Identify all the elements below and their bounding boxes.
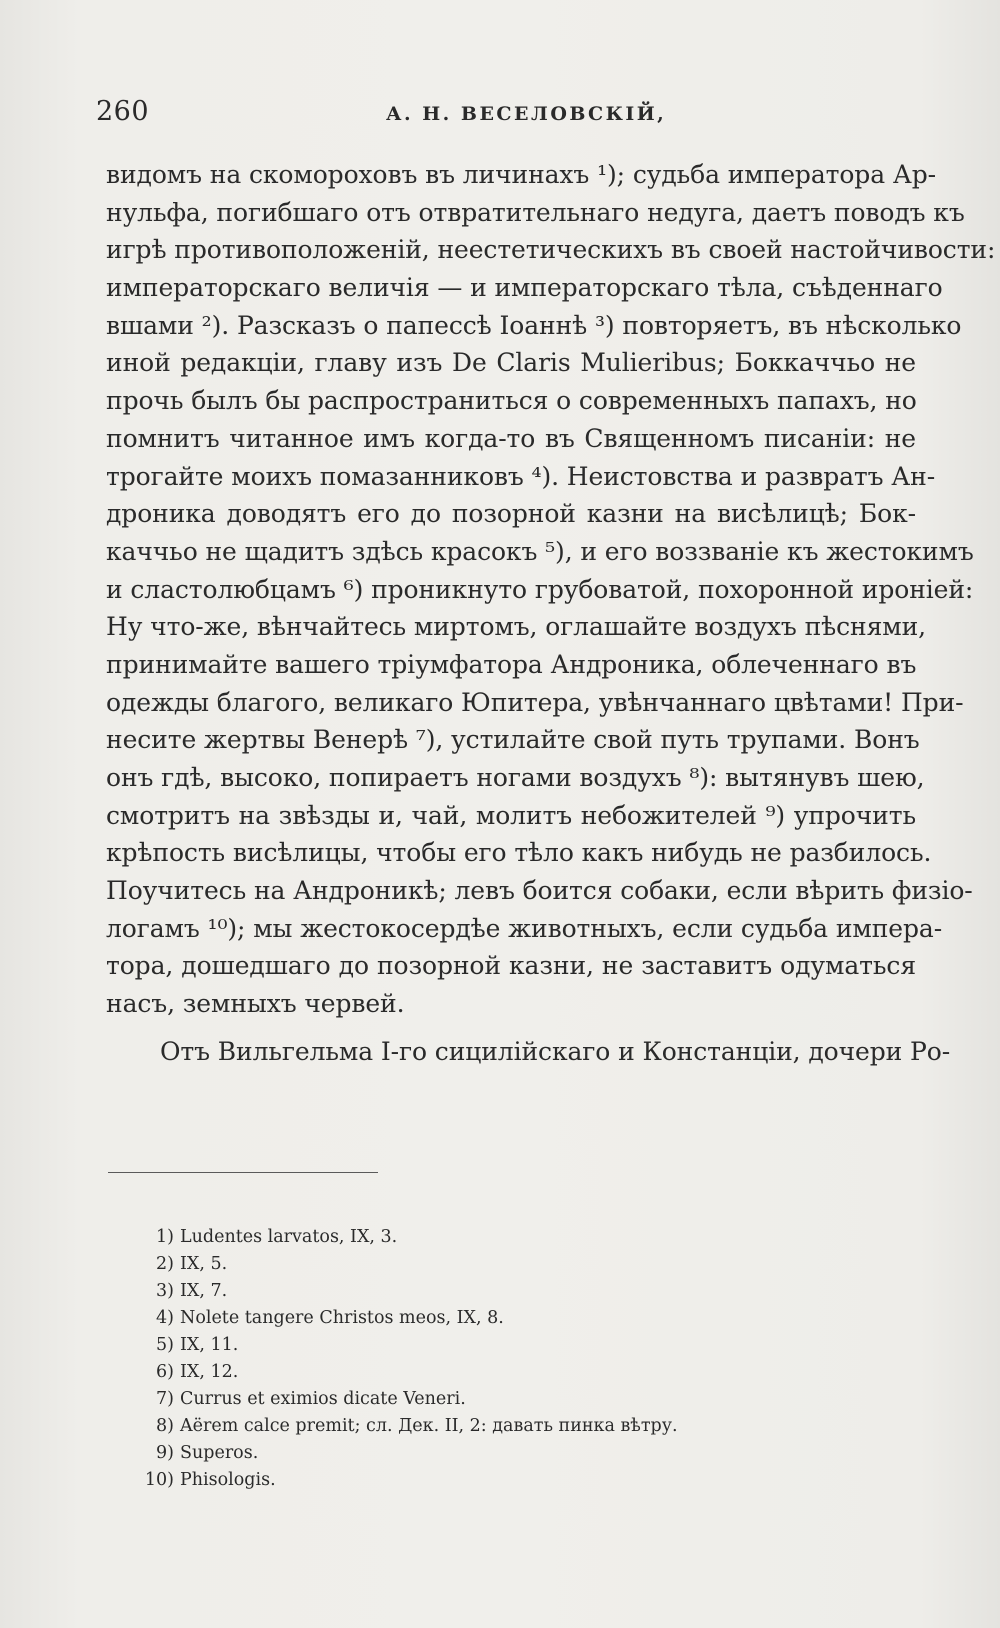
text-line: вшами ²). Разсказъ о папессѣ Іоаннѣ ³) повторяетъ, въ нѣсколько: [106, 310, 962, 340]
text-line: Поучитесь на Андроникѣ; левъ боится собаки, если вѣрить физіо-: [106, 876, 973, 906]
running-head: А. Н. ВЕСЕЛОВСКІЙ,: [386, 103, 667, 125]
footnote-item: [138, 1359, 898, 1386]
footnote-number: 10): [144, 1470, 174, 1490]
footnote-item: [138, 1413, 898, 1440]
footnote-text: IX, 5.: [180, 1254, 228, 1274]
text-line: дроника доводятъ его до позорной казни на висѣлицѣ; Бок-: [106, 499, 916, 529]
footnote-number: 7): [156, 1389, 174, 1409]
footnote-separator: [108, 1172, 378, 1173]
text-line: нульфа, погибшаго отъ отвратительнаго недуга, даетъ поводъ къ: [106, 197, 965, 227]
footnote-item: [138, 1224, 898, 1251]
text-line: одежды благого, великаго Юпитера, увѣнчаннаго цвѣтами! При-: [106, 687, 964, 717]
text-line: помнитъ читанное имъ когда-то въ Священномъ писаніи: не: [106, 423, 916, 453]
text-line: логамъ ¹⁰); мы жестокосердѣе животныхъ, если судьба импера-: [106, 913, 943, 943]
text-line: императорскаго величія — и императорскаго тѣла, съѣденнаго: [106, 273, 943, 303]
page-header: [96, 96, 916, 136]
footnote-text: Nolete tangere Christos meos, IX, 8.: [180, 1308, 504, 1328]
footnote-text: Currus et eximios dicate Veneri.: [180, 1389, 466, 1409]
footnote-number: 1): [156, 1227, 174, 1247]
page-number: 260: [96, 96, 150, 127]
footnote-text: IX, 11.: [180, 1335, 239, 1355]
footnote-text: Aërem calce premit; сл. Дек. II, 2: давать пинка вѣтру.: [180, 1416, 678, 1436]
footnote-number: 6): [156, 1362, 174, 1382]
footnote-number: 9): [156, 1443, 174, 1463]
footnote-text: Phisologis.: [180, 1470, 276, 1490]
text-line: игрѣ противоположеній, неестетическихъ въ своей настойчивости:: [106, 235, 996, 265]
text-line: иной редакціи, главу изъ De Claris Mulieribus; Боккаччьо не: [106, 348, 916, 378]
footnote-number: 4): [156, 1308, 174, 1328]
footnote-text: Ludentes larvatos, IX, 3.: [180, 1227, 398, 1247]
text-line: Ну что-же, вѣнчайтесь миртомъ, оглашайте воздухъ пѣснями,: [106, 612, 926, 642]
paragraph-start-line: Отъ Вильгельма I-го сицилійскаго и Констанціи, дочери Ро-: [160, 1036, 951, 1066]
footnote-text: IX, 12.: [180, 1362, 239, 1382]
footnote-number: 8): [156, 1416, 174, 1436]
footnote-item: [138, 1467, 898, 1494]
footnote-item: [138, 1278, 898, 1305]
text-line: каччьо не щадитъ здѣсь красокъ ⁵), и его воззваніе къ жестокимъ: [106, 536, 974, 566]
text-line: онъ гдѣ, высоко, попираетъ ногами воздухъ ⁸): вытянувъ шею,: [106, 763, 925, 792]
text-line: прочь былъ бы распространиться о современныхъ папахъ, но: [106, 386, 917, 416]
footnote-text: Superos.: [180, 1443, 259, 1463]
text-line: и сластолюбцамъ ⁶) проникнуто грубоватой, похоронной ироніей:: [106, 574, 974, 604]
footnote-item: [138, 1251, 898, 1278]
text-line: несите жертвы Венерѣ ⁷), устилайте свой путь трупами. Вонъ: [106, 725, 920, 755]
footnote-number: 5): [156, 1335, 174, 1355]
footnote-number: 3): [156, 1281, 174, 1301]
text-line: трогайте моихъ помазанниковъ ⁴). Неистовства и развратъ Ан-: [106, 461, 936, 491]
text-line: смотритъ на звѣзды и, чай, молитъ небожителей ⁹) упрочить: [106, 800, 916, 830]
footnote-item: [138, 1305, 898, 1332]
text-line: принимайте вашего тріумфатора Андроника, облеченнаго въ: [106, 649, 917, 679]
footnote-item: [138, 1332, 898, 1359]
footnote-item: [138, 1386, 898, 1413]
footnote-item: [138, 1440, 898, 1467]
footnote-number: 2): [156, 1254, 174, 1274]
main-text: [106, 156, 996, 1071]
footnotes: [138, 1224, 898, 1494]
text-line: насъ, земныхъ червей.: [106, 989, 405, 1019]
footnote-text: IX, 7.: [180, 1281, 228, 1301]
text-line: тора, дошедшаго до позорной казни, не заставитъ одуматься: [106, 951, 916, 981]
text-line: крѣпость висѣлицы, чтобы его тѣло какъ нибудь не разбилось.: [106, 838, 932, 868]
text-line: видомъ на скомороховъ въ личинахъ ¹); судьба императора Ар-: [106, 160, 936, 189]
